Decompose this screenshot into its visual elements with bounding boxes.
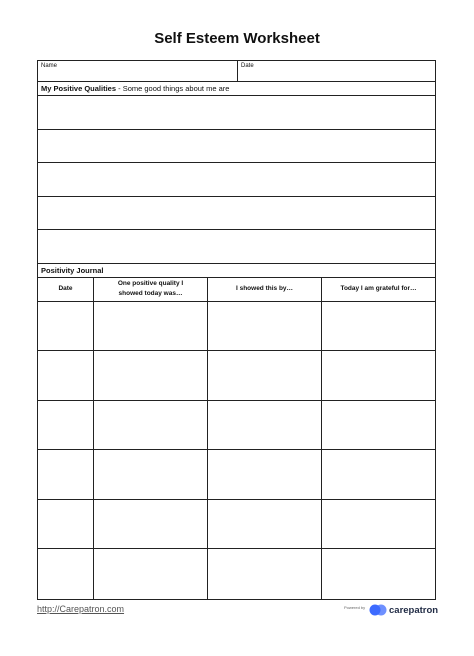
- quality-line[interactable]: [38, 163, 435, 197]
- journal-cell-showed[interactable]: [208, 549, 322, 599]
- journal-cell-date[interactable]: [38, 450, 94, 499]
- journal-cell-showed[interactable]: [208, 401, 322, 450]
- journal-cell-grateful[interactable]: [322, 302, 435, 351]
- journal-cell-quality[interactable]: [94, 549, 208, 599]
- carepatron-brand-name: carepatron: [389, 604, 439, 616]
- date-field[interactable]: [238, 61, 435, 81]
- journal-row: [38, 450, 435, 500]
- column-date: Date: [38, 278, 94, 301]
- column-positive-quality: [94, 278, 208, 301]
- positive-qualities-heading: [38, 82, 435, 96]
- journal-cell-date[interactable]: [38, 401, 94, 450]
- powered-by-label: Powered by: [344, 605, 366, 610]
- positive-qualities-title: My Positive Qualities: [41, 84, 117, 93]
- column-positive-quality-line2: showed today was…: [118, 290, 183, 298]
- journal-cell-grateful[interactable]: [322, 351, 435, 400]
- journal-cell-showed[interactable]: [208, 500, 322, 549]
- journal-cell-quality[interactable]: [94, 500, 208, 549]
- journal-cell-quality[interactable]: [94, 401, 208, 450]
- name-date-row: [38, 61, 435, 82]
- quality-line[interactable]: [38, 130, 435, 164]
- journal-cell-showed[interactable]: [208, 450, 322, 499]
- journal-cell-showed[interactable]: [208, 351, 322, 400]
- worksheet-title: Self Esteem Worksheet: [154, 30, 320, 47]
- journal-row: [38, 549, 435, 599]
- journal-cell-grateful[interactable]: [322, 401, 435, 450]
- journal-row: [38, 500, 435, 550]
- journal-cell-date[interactable]: [38, 302, 94, 351]
- column-grateful-for: Today I am grateful for…: [340, 285, 417, 293]
- journal-cell-date[interactable]: [38, 500, 94, 549]
- worksheet-form: [37, 60, 436, 600]
- journal-cell-grateful[interactable]: [322, 500, 435, 549]
- journal-cell-grateful[interactable]: [322, 450, 435, 499]
- positivity-journal-title: Positivity Journal: [41, 265, 104, 275]
- quality-line[interactable]: [38, 197, 435, 231]
- quality-line[interactable]: [38, 230, 435, 264]
- journal-cell-grateful[interactable]: [322, 549, 435, 599]
- journal-header-row: [38, 278, 435, 302]
- carepatron-logo-icon: [369, 604, 387, 616]
- journal-cell-quality[interactable]: [94, 351, 208, 400]
- journal-cell-date[interactable]: [38, 549, 94, 599]
- journal-cell-showed[interactable]: [208, 302, 322, 351]
- name-field[interactable]: [38, 61, 238, 81]
- journal-cell-quality[interactable]: [94, 302, 208, 351]
- journal-row: [38, 302, 435, 352]
- journal-cell-date[interactable]: [38, 351, 94, 400]
- positivity-journal-heading: [38, 264, 435, 278]
- journal-cell-quality[interactable]: [94, 450, 208, 499]
- journal-row: [38, 351, 435, 401]
- date-label: Date: [241, 63, 254, 69]
- quality-line[interactable]: [38, 96, 435, 130]
- name-label: Name: [41, 63, 58, 69]
- positive-qualities-subtitle: - Some good things about me are: [116, 84, 230, 93]
- carepatron-link[interactable]: http://Carepatron.com: [37, 604, 125, 614]
- column-showed-by: I showed this by…: [208, 278, 322, 301]
- carepatron-logo: [369, 603, 438, 617]
- column-positive-quality-line1: One positive quality I: [117, 280, 184, 288]
- journal-row: [38, 401, 435, 451]
